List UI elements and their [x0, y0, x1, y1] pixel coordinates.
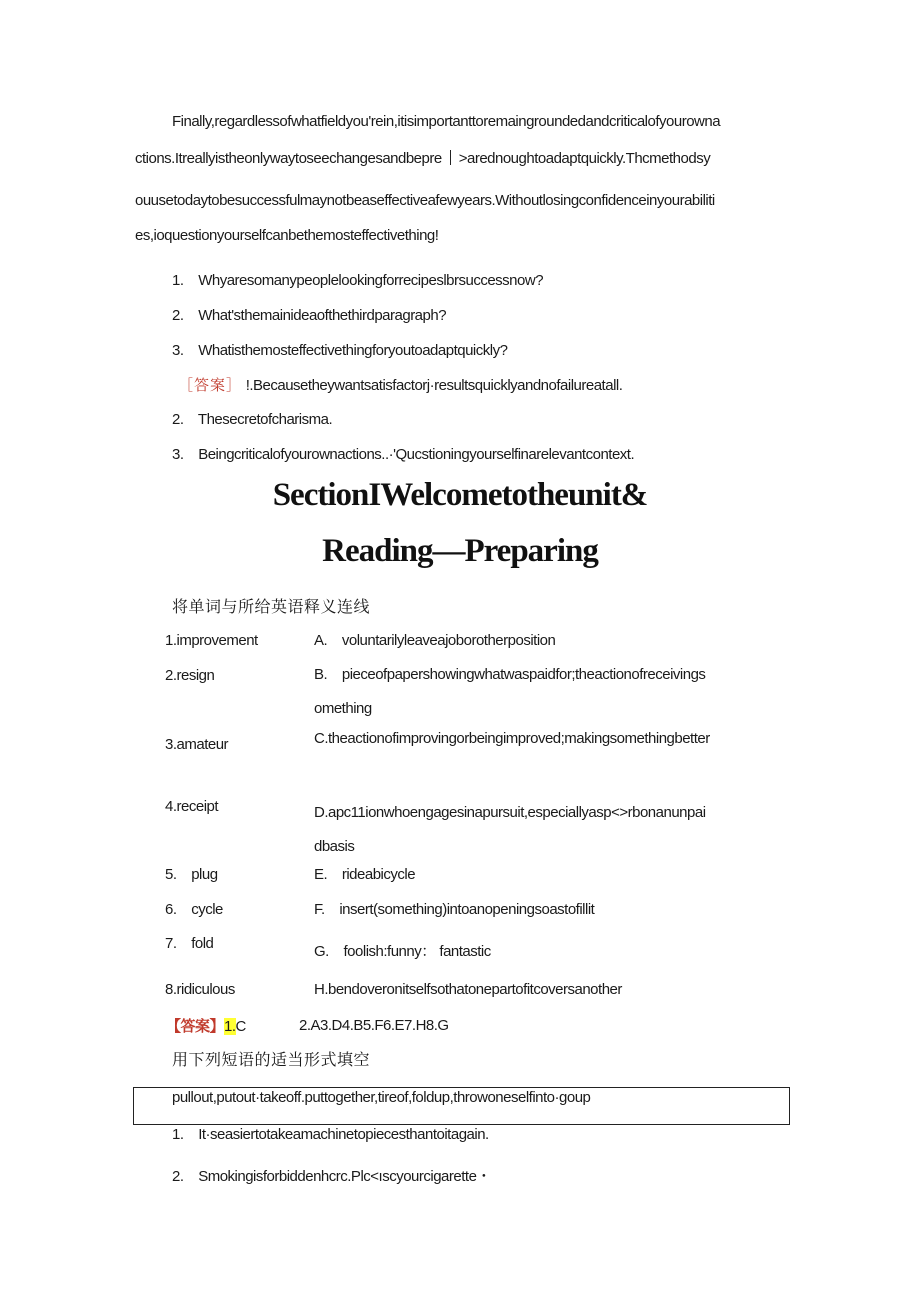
- word-number: 6.: [165, 901, 177, 918]
- definition-f: [314, 901, 594, 918]
- word-8: 8.ridiculous: [165, 981, 235, 998]
- fill-item-2: [172, 1165, 491, 1186]
- answer-number: 2.: [172, 411, 184, 428]
- definition-d-cont: dbasis: [314, 838, 355, 855]
- word-number: 7.: [165, 935, 177, 952]
- word-2: 2.resign: [165, 667, 215, 684]
- question-1: [172, 272, 543, 289]
- definition-c: C.theactionofimprovingorbeingimproved;makingsomethingbetter: [314, 730, 710, 747]
- question-number: 3.: [172, 342, 184, 359]
- question-2: [172, 307, 446, 324]
- answer-first-letter: C: [235, 1018, 246, 1035]
- passage-line-2b: >arednoughtoadaptquickly.Thcmethodsy: [458, 150, 711, 167]
- word-4: 4.receipt: [165, 798, 219, 815]
- definition-letter: A.: [314, 632, 328, 649]
- matching-answer-rest: 2.A3.D4.B5.F6.E7.H8.G: [299, 1017, 449, 1034]
- answer-number: 3.: [172, 446, 184, 463]
- fill-item-1: [172, 1126, 489, 1143]
- answer-highlight: 1.: [224, 1018, 236, 1035]
- definition-b: [314, 666, 705, 683]
- definition-text: rideabicycle: [341, 866, 416, 883]
- section-title-line-2: Reading—Preparing: [322, 533, 598, 569]
- definition-letter: E.: [314, 866, 328, 883]
- section-title-line-1: SectionIWelcometotheunit&: [272, 477, 648, 513]
- definition-letter: G.: [314, 943, 329, 960]
- answer-text: Thesecretofcharisma.: [197, 411, 333, 428]
- question-number: 2.: [172, 307, 184, 324]
- question-text: What'sthemainideaofthethirdparagraph?: [198, 307, 447, 324]
- question-text: Whatisthemosteffectivethingforyoutoadaptquickly?: [198, 342, 508, 359]
- phrase-list: pullout,putout·takeoff.puttogether,tireof,foldup,throwoneselfinto·goup: [172, 1089, 591, 1106]
- question-text: Whyaresomanypeoplelookingforrecipeslbrsuccessnow?: [198, 272, 544, 289]
- matching-answer: [166, 1015, 246, 1036]
- passage-line-2: [135, 150, 710, 167]
- definition-e: [314, 866, 415, 883]
- word-5: [165, 866, 218, 883]
- fill-number: 2.: [172, 1168, 184, 1185]
- fill-text: It·seasiertotakeamachinetopiecesthantoitagain.: [198, 1126, 489, 1143]
- answer-text: Beingcriticalofyourownactions..·'Qucstioningyourselfinarelevantcontext.: [198, 446, 635, 463]
- word-text: cycle: [191, 901, 223, 918]
- word-text: plug: [191, 866, 218, 883]
- definition-d: D.apc11ionwhoengagesinapursuit,especiallyasp<>rbonanunpai: [314, 804, 706, 821]
- question-number: 1.: [172, 272, 184, 289]
- word-number: 5.: [165, 866, 177, 883]
- answer-2: [172, 411, 332, 428]
- definition-text: pieceofpapershowingwhatwaspaidfor;theactionofreceivings: [341, 666, 706, 683]
- word-6: [165, 901, 223, 918]
- answer-tag: 【答案】: [166, 1017, 225, 1035]
- definition-text: voluntarilyleaveajoborotherposition: [341, 632, 556, 649]
- definition-letter: B.: [314, 666, 328, 683]
- definition-h: H.bendoveronitselfsothatonepartofitcoversanother: [314, 981, 622, 998]
- matching-instruction: 将单词与所给英语释义连线: [172, 597, 371, 616]
- definition-text: foolish:funny： fantastic: [343, 943, 491, 960]
- definition-letter: F.: [314, 901, 325, 918]
- definition-b-cont: omething: [314, 700, 372, 717]
- passage-line-1: Finally,regardlessofwhatfieldyou'rein,itisimportanttoremaingroundedandcriticalofyourowna: [172, 113, 721, 130]
- definition-g: [314, 940, 491, 961]
- answer-1: [178, 374, 622, 395]
- fill-number: 1.: [172, 1126, 184, 1143]
- fill-instruction: 用下列短语的适当形式填空: [172, 1050, 371, 1069]
- answer-3: [172, 446, 634, 463]
- question-3: [172, 342, 507, 359]
- passage-line-2a: ctions.Itreallyistheonlywaytoseechangesandbepre: [135, 150, 442, 167]
- passage-line-4: es,ioquestionyourselfcanbethemosteffectivething!: [135, 227, 439, 244]
- definition-text: insert(something)intoanopeningsoastofillit: [339, 901, 595, 918]
- word-1: 1.improvement: [165, 632, 258, 649]
- passage-line-3: ouusetodaytobesuccessfulmaynotbeaseffectiveafewyears.Withoutlosingconfidenceinyourabiliti: [135, 192, 715, 209]
- definition-a: [314, 632, 555, 649]
- word-text: fold: [191, 935, 214, 952]
- fill-text: Smokingisforbiddenhcrc.Plc<ıscyourcigarette・: [198, 1168, 491, 1185]
- answer-tag: ［答案］: [178, 376, 243, 394]
- text-cursor-mark: [450, 150, 451, 165]
- word-7: [165, 935, 213, 952]
- word-3: 3.amateur: [165, 736, 229, 753]
- answer-text: !.Becausetheywantsatisfactorj·resultsquicklyandnofailureatall.: [245, 377, 623, 394]
